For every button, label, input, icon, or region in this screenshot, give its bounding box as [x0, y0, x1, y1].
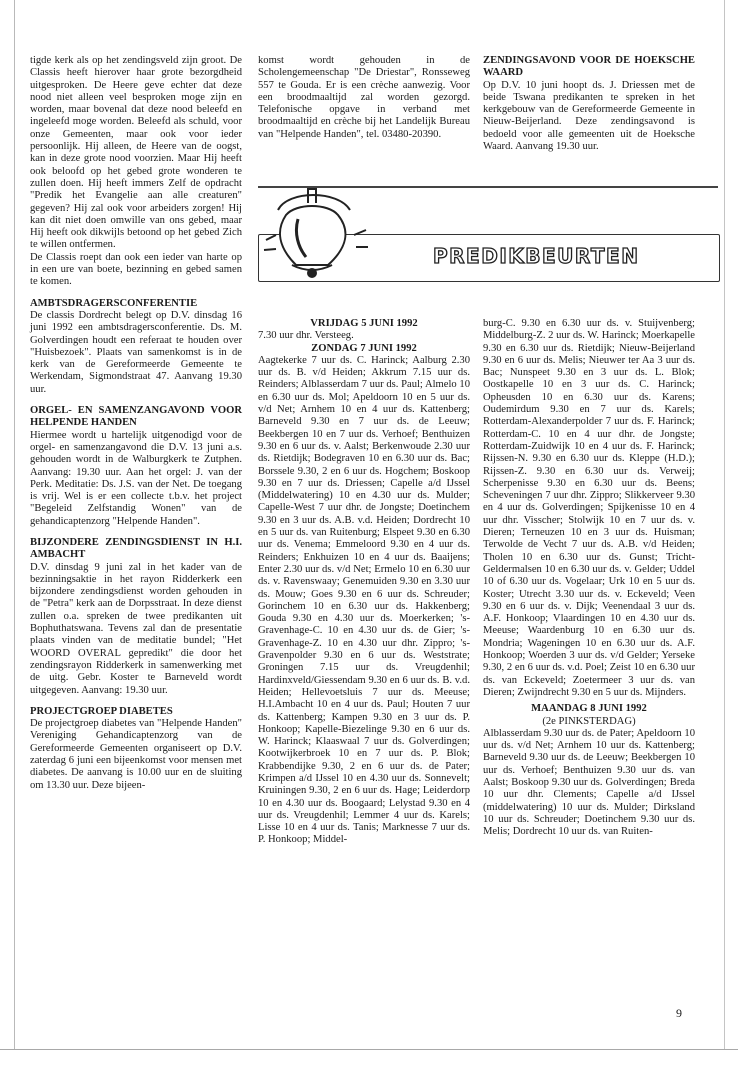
intro-paragraph: tigde kerk als op het zendingsveld zijn groot. De Classis heeft hierover haar grote bezorgdheid uitgesproken. De Heere geve echter dat deze nood niet alleen veel besproken moge zijn en worden, maar bovenal dat deze nood beleefd en ingeleefd moge worden. Beleefd als schuld, voor onze Gemeenten, maar ook voor ieder persoonlijk. Hij alleen, de Heere van de oogst, kan in deze grote nood voorzien. Maar Hij heeft ook beloofd op het gebed grote wonderen te zullen doen. Hij heeft immers Zelf de opdracht "Predik het Evangelie aan alle creaturen" gegeven? Hij zal ook voor arbeiders zorgen! Hij kan dit niet doen omwille van ons gebed, maar Hij heeft ook dikwijls betoond op het gebed Zich te willen ontfermen. — [30, 55, 242, 251]
services-zondag: Aagtekerke 7 uur ds. C. Harinck; Aalburg 2.30 uur ds. B. v/d Heiden; Akkrum 7.15 uur ds. Reinders; Alblasserdam 7 uur ds. Paul; Almelo 10 en 6.30 uur ds. Mol; Apeldoorn 10 en 5 uur ds. v/d Net; Arnhem 10 en 4 uur ds. Kattenberg; Barneveld 9.30 en 7 uur ds. de Leeuw; Beekbergen 10 en 7 uur ds. Verhoef; Benthuizen 9.30 en 6 uur ds. v. Aalst; Berkenwoude 2.30 uur ds. Rietdijk; Bodegraven 10 en 6.30 uur ds. Bac; Borssele 9.30, 2 en 6 uur ds. Hogchem; Boskoop 9.30 en 7 uur ds. Driessen; Capelle a/d IJssel (Middelwatering) 10 en 4.30 uur ds. Mulder; Capelle-West 7 uur dhr. de Jongste; Doetinchem 9.30 en 3 uur ds. A.B. v.d. Heiden; Dordrecht 10 en 5 uur ds. van Ruitenburg; Elspeet 9.30 en 6.30 uur ds. Venema; Emmeloord 9.30 en 4 uur ds. Reinders; Enkhuizen 10 en 4 uur ds. Baaijens; Enter 2.30 uur ds. v/d Net; Ermelo 10 en 6.30 uur ds. v. Ravenswaay; Genemuiden 9.30 en 3.30 uur ds. Mouw; Goes 9.30 en 6 uur ds. Schreuder; Gorinchem 10 en 6.30 uur ds. Hakkenberg; Gouda 9.30 en 4.30 uur ds. Moerkerken; 's-Gravenhage-C. 10 en 4.30 uur ds. de Gier; 's-Gravenhage-Z. 10 en 4.30 uur dhr. Zippro; 's-Gravenpolder 9.30 en 6 uur ds. Weststrate; Groningen 7.15 uur ds. Vreugdenhil; Hardinxveld/Giessendam 9.30 en 6 uur ds. B. v.d. Heiden; Hellevoetsluis 7 uur ds. Meeuse; H.I.Ambacht 10 en 4 uur ds. Paul; Houten 7 uur ds. Kattenberg; Kampen 9.30 en 3 uur ds. P. Honkoop; Kapelle-Biezelinge 9.30 en 6 uur ds. W. Harinck; Klaaswaal 7 uur ds. Golverdingen; Kootwijkerbroek 10 en 7 uur ds. P. Blok; Krabbendijke 9.30, 2 en 6 uur ds. de Pater; Krimpen a/d IJssel 10 en 4.30 uur ds. Sonnevelt; Kruiningen 9.30, 2 en 6 uur ds. Hage; Leiderdorp 10 en 4.30 uur ds. Boogaard; Lelystad 9.30 en 4 uur ds. Vreugdenhil; Lemmer 4 uur ds. Karels; Lisse 10 en 4 uur ds. Tanis; Marknesse 7 uur ds. P. Honkoop; Middel- — [258, 354, 470, 846]
services-zondag-vervolg: burg-C. 9.30 en 6.30 uur ds. v. Stuijvenberg; Middelburg-Z. 2 uur ds. W. Harinck; Moerkapelle 9.30 en 6.30 uur ds. Rietdijk; Nieuw-Beijerland 9.30 en 6 uur ds. Melis; Nieuwer ter Aa 3 uur ds. Bac; Nunspeet 9.30 en 3 uur ds. L. Blok; Oostkapelle 10 en 3 uur ds. C. Harinck; Opheusden 10 en 6.30 uur ds. Karens; Oudemirdum 9.30 en 7 uur ds. Karels; Rotterdam-Alexanderpolder 7 uur ds. F. Harinck; Rotterdam-C. 10 en 4 uur dhr. de Jongste; Rotterdam-Zuidwijk 10 en 4 uur ds. F. Harinck; Rijssen-N. 9.30 en 6.30 uur ds. Kleppe (H.D.); Rijssen-Z. 9.30 en 6.30 uur ds. Verweij; Scherpenisse 9.30 en 6.30 uur ds. Beens; Scheveningen 7 uur dhr. Zippro; Slikkerveer 9.30 en 4 uur ds. Golverdingen; Spijkenisse 10 en 4 uur dhr. Visscher; Stolwijk 10 en 7 uur ds. v. Dieren; Terneuzen 10 en 3 uur ds. Huisman; Terwolde de Vecht 7 uur ds. A.B. v/d Heiden; Tholen 10 en 6.30 uur ds. Gunst; Tricht-Geldermalsen 10 en 6.30 uur ds. v. Gelder; Uddel 10 of 6.30 uur ds. Vogelaar; Urk 10 en 5 uur ds. Koster; Utrecht 3.30 uur ds. v. Eckeveld; Veen 9.30 en 6 uur ds. v. Dijk; Veenendaal 3 uur ds. A.F. Honkoop; Vlaardingen 10 en 4.30 uur ds. Meeuse; Waardenburg 10 en 6.30 uur ds. Mondria; Wageningen 10 en 6.30 uur ds. A.F. Honkoop; Woerden 3 uur ds. v/d Gelder; Yerseke 9.30, 2 en 6 uur ds. v.d. Poel; Zeist 10 en 6.30 uur ds. van Eckeveld; Zoetermeer 3 uur ds. van Dieren; Zwijndrecht 9.30 en 5 uur ds. Mijnders. — [483, 318, 695, 698]
text-ambtsdragersconferentie: De classis Dordrecht belegt op D.V. dinsdag 16 juni 1992 een ambtsdragersconferentie. Ds. M. Golverdingen houdt een referaat te houden over "Huisbezoek". Plaats van samenkomst is in de kerk van de Gereformeerde Gemeente te Werkendam, Sigmondstraat 47. Aanvang 19.30 uur. — [30, 309, 242, 395]
page-number: 9 — [676, 1006, 682, 1020]
banner-title-predikbeurten: PREDIKBEURTEN — [433, 244, 640, 268]
page-frame-left — [14, 0, 15, 1050]
column-right-services — [483, 318, 695, 838]
day-heading-maandag: MAANDAG 8 JUNI 1992 — [531, 703, 647, 715]
services-vrijdag: 7.30 uur dhr. Versteeg. — [258, 330, 354, 342]
heading-projectgroep-diabetes: PROJECTGROEP DIABETES — [30, 705, 173, 717]
text-orgel-samenzangavond: Hiermee wordt u hartelijk uitgenodigd voor de orgel- en samenzangavond die D.V. 13 juni a.s. gehouden wordt in de Walburgkerk te Zutphen. Aanvang: 19.30 uur. Aan het orgel: J. van der Perk. Meditatie: Ds. J.S. van der Net. De toegang is vrij. Wel is er een collecte t.b.v. het project "Begeleid Zelfstandig Wonen" van de gehandicaptenzorg "Helpende Handen". — [30, 429, 242, 527]
heading-zendingsavond: ZENDINGSAVOND VOOR DE HOEKSCHE WAARD — [483, 55, 695, 79]
column-right-top — [483, 55, 695, 153]
text-zendingsavond: Op D.V. 10 juni hoopt ds. J. Driessen met de beide Tswana predikanten te spreken in het kerkgebouw van de Gereformeerde Gemeente in Nieuw-Beijerland. Deze zendingsavond is bedoeld voor alle gemeenten uit de Hoeksche Waard. Aanvang 19.30 uur. — [483, 79, 695, 153]
page-frame-right — [724, 0, 725, 1050]
text-zendingsdienst: D.V. dinsdag 9 juni zal in het kader van de bezinningsaktie in het rayon Ridderkerk een bijzondere zendingsdienst worden gehouden in de "Petra" kerk aan de Dorpsstraat. In deze dienst zullen o.a. spreken de twee predikanten uit Bophuthatswana. Tevens zal dan de presentatie plaats vinden van de meditatie bundel; "Het WOORD OVERAL gepredikt" die door het zendingsrayon Ridderkerk in samenwerking met de uitg. Gebr. Koster te Barneveld wordt uitgegeven. Aanvang: 19.30 uur. — [30, 561, 242, 696]
column-middle-top — [258, 55, 470, 141]
column-left — [30, 55, 242, 792]
bell-icon — [258, 185, 378, 290]
page-frame-bottom — [0, 1049, 738, 1050]
text-projectgroep-diabetes: De projectgroep diabetes van "Helpende Handen" Vereniging Gehandicaptenzorg van de Gereformeerde Gemeenten organiseert op D.V. zaterdag 6 juni een bijeenkomst voor mensen met diabetes. De aanvang is 10.00 uur en de sluiting om 13.30 uur. Deze bijeen- — [30, 718, 242, 791]
heading-orgel-samenzangavond: ORGEL- EN SAMENZANGAVOND VOOR HELPENDE HANDEN — [30, 405, 242, 429]
heading-zendingsdienst: BIJZONDERE ZENDINGSDIENST IN H.I. AMBACHT — [30, 536, 242, 561]
heading-ambtsdragersconferentie: AMBTSDRAGERSCONFERENTIE — [30, 297, 198, 309]
column-middle-services — [258, 318, 470, 847]
text-bijeenkomst-vervolg: komst wordt gehouden in de Scholengemeenschap "De Driestar", Ronsseweg 557 te Gouda. Er is een crèche aanwezig. Voor een broodmaaltijd zal worden gezorgd. Telefonische opgave in verband met broodmaaltijd en crèche bij het Landelijk Bureau van "Helpende Handen", tel. 03480-20390. — [258, 55, 470, 140]
day-subheading-pinksterdag: (2e PINKSTERDAG) — [542, 715, 636, 727]
day-heading-zondag: ZONDAG 7 JUNI 1992 — [311, 342, 417, 354]
intro-paragraph-2: De Classis roept dan ook een ieder van harte op in een ure van boete, bezinning en gebed samen te komen. — [30, 251, 242, 288]
services-maandag: Alblasserdam 9.30 uur ds. de Pater; Apeldoorn 10 uur ds. v/d Net; Arnhem 10 uur ds. Kattenberg; Barneveld 9.30 uur ds. de Leeuw; Beekbergen 10 uur ds. Verhoef; Benthuizen 9.30 uur ds. van Aalst; Boskoop 9.30 uur ds. Golverdingen; Breda 10 uur dhr. Clements; Capelle a/d IJssel (middelwatering) 10 uur ds. Mulder; Dirksland 10 uur ds. Schreuder; Doetinchem 9.30 uur ds. Melis; Dordrecht 10 uur ds. van Ruiten- — [483, 727, 695, 838]
day-heading-vrijdag: VRIJDAG 5 JUNI 1992 — [310, 318, 418, 329]
